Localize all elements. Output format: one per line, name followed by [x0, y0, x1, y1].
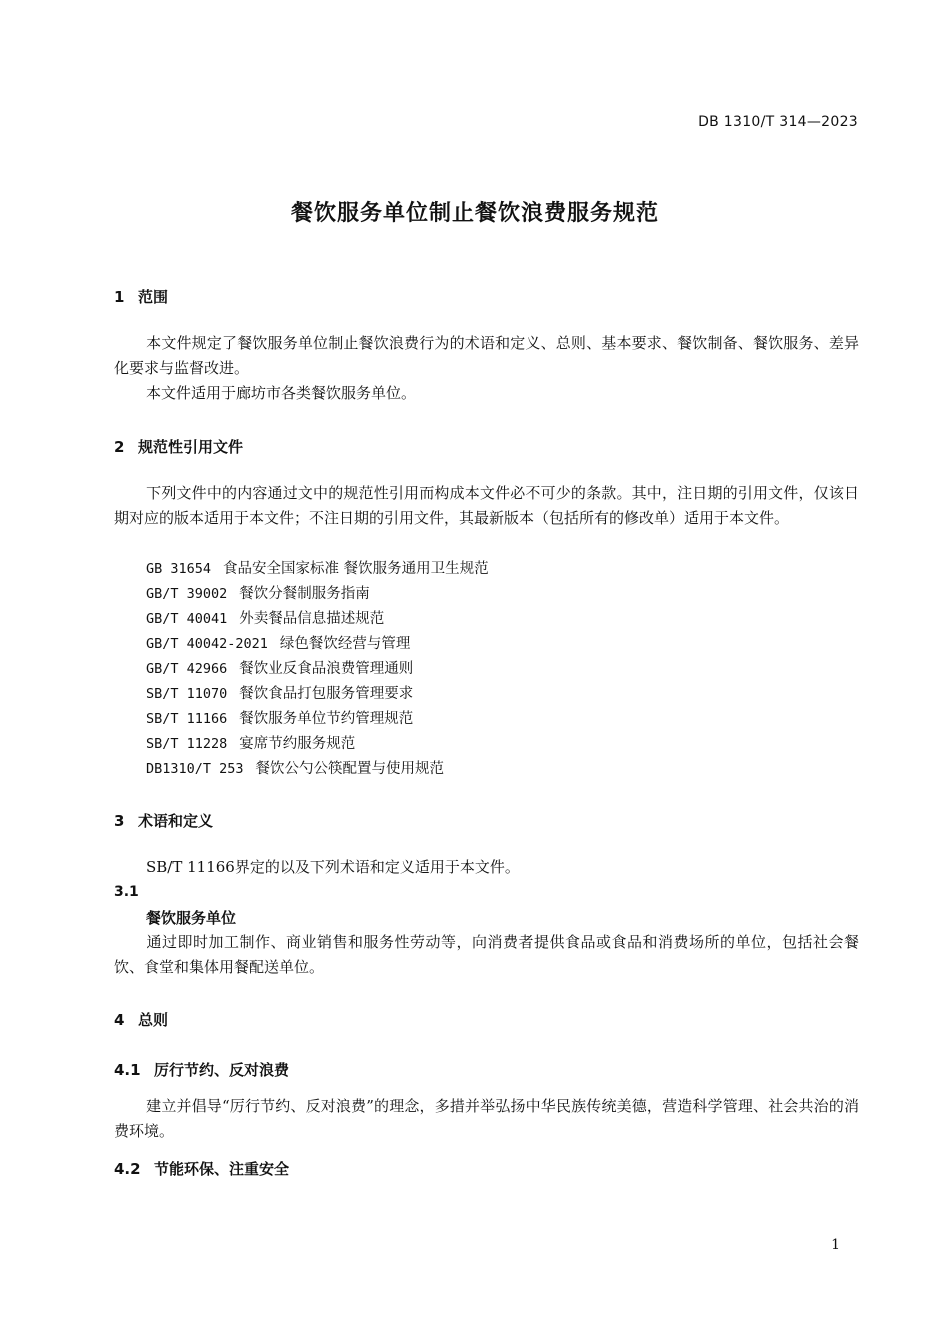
- reference-code: GB/T 39002: [146, 586, 228, 602]
- reference-item: [146, 707, 489, 732]
- paragraph-text: 下列文件中的内容通过文中的规范性引用而构成本文件必不可少的条款。其中，注日期的引用文件，仅该日期对应的版本适用于本文件；不注日期的引用文件，其最新版本（包括所有的修改单）适用于本文件。: [114, 484, 859, 527]
- section-number: 3: [114, 812, 125, 830]
- paragraph-text: 通过即时加工制作、商业销售和服务性劳动等，向消费者提供食品或食品和消费场所的单位，包括社会餐饮、食堂和集体用餐配送单位。: [114, 933, 859, 976]
- reference-code: SB/T 11228: [146, 736, 228, 752]
- subsection-number: 4.2: [114, 1160, 141, 1178]
- term-definition: [114, 930, 859, 980]
- reference-code: GB/T 40041: [146, 611, 228, 627]
- reference-item: [146, 682, 489, 707]
- paragraph-text: 本文件规定了餐饮服务单位制止餐饮浪费行为的术语和定义、总则、基本要求、餐饮制备、餐饮服务、差异化要求与监督改进。: [114, 334, 859, 377]
- reference-item: [146, 557, 489, 582]
- reference-item: [146, 607, 489, 632]
- section-title: 术语和定义: [138, 812, 214, 830]
- section-title: 总则: [138, 1011, 169, 1029]
- reference-item: [146, 657, 489, 682]
- subsection-title: 厉行节约、反对浪费: [154, 1061, 290, 1079]
- subsection-title: 节能环保、注重安全: [154, 1160, 290, 1178]
- reference-code: DB1310/T 253: [146, 761, 244, 777]
- subsection-4-1-heading: [114, 1059, 289, 1080]
- reference-code: GB 31654: [146, 561, 212, 577]
- reference-code: GB/T 40042-2021: [146, 636, 268, 652]
- section-2-heading: [114, 436, 243, 457]
- document-code: DB 1310/T 314—2023: [698, 114, 858, 130]
- reference-name: 餐饮公勺公筷配置与使用规范: [255, 761, 445, 777]
- reference-name: 餐饮分餐制服务指南: [239, 586, 370, 602]
- subsection-4-1-paragraph: [114, 1094, 859, 1144]
- section-number: 2: [114, 438, 125, 456]
- reference-item: [146, 732, 489, 757]
- reference-name: 食品安全国家标准 餐饮服务通用卫生规范: [223, 561, 489, 577]
- reference-code: SB/T 11070: [146, 686, 228, 702]
- reference-code: SB/T 11166: [146, 711, 228, 727]
- section-1-paragraph-1: [114, 331, 859, 381]
- section-1-paragraph-2: [114, 381, 859, 406]
- reference-item: [146, 582, 489, 607]
- subsection-4-2-heading: [114, 1158, 289, 1179]
- section-title: 规范性引用文件: [138, 438, 244, 456]
- section-3-heading: [114, 810, 213, 831]
- paragraph-text: SB/T 11166界定的以及下列术语和定义适用于本文件。: [146, 858, 520, 876]
- section-number: 4: [114, 1011, 125, 1029]
- reference-name: 餐饮业反食品浪费管理通则: [239, 661, 414, 677]
- section-1-heading: [114, 286, 168, 307]
- paragraph-text: 本文件适用于廊坊市各类餐饮服务单位。: [146, 384, 417, 402]
- reference-name: 餐饮食品打包服务管理要求: [239, 686, 414, 702]
- paragraph-text: 建立并倡导“厉行节约、反对浪费”的理念，多措并举弘扬中华民族传统美德，营造科学管理、社会共治的消费环境。: [114, 1097, 859, 1140]
- section-number: 1: [114, 288, 125, 306]
- reference-item: [146, 632, 489, 657]
- reference-name: 餐饮服务单位节约管理规范: [239, 711, 414, 727]
- term-number: 3.1: [114, 884, 139, 900]
- reference-item: [146, 757, 489, 782]
- reference-name: 宴席节约服务规范: [239, 736, 356, 752]
- section-title: 范围: [138, 288, 169, 306]
- reference-name: 绿色餐饮经营与管理: [279, 636, 411, 652]
- term-name: 餐饮服务单位: [146, 909, 237, 927]
- normative-reference-list: [146, 557, 489, 782]
- document-title: 餐饮服务单位制止餐饮浪费服务规范: [290, 201, 659, 226]
- page-number: 1: [831, 1237, 840, 1253]
- reference-name: 外卖餐品信息描述规范: [239, 611, 385, 627]
- section-2-paragraph-1: [114, 481, 859, 531]
- reference-code: GB/T 42966: [146, 661, 228, 677]
- subsection-number: 4.1: [114, 1061, 141, 1079]
- section-4-heading: [114, 1009, 168, 1030]
- section-3-paragraph-1: [114, 855, 859, 880]
